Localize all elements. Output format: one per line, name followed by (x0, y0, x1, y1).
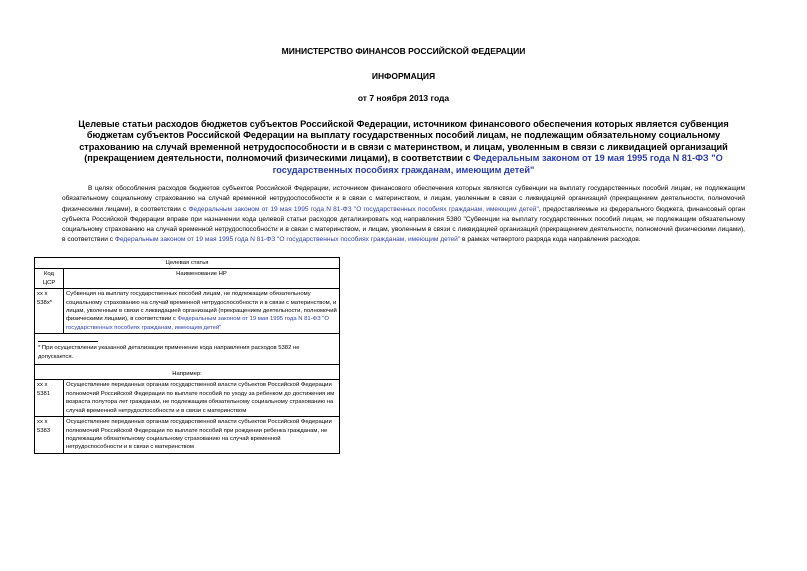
footnote-cell (35, 334, 340, 365)
table-caption-row (35, 258, 340, 269)
footnote-text: * При осуществлении указанной детализации применение кода направления расходов 5382 не допускается. (38, 345, 300, 360)
example-label: Например: (35, 365, 340, 380)
row-name: Осуществление переданных органам государственной власти субъектов Российской Федерации полномочий Российской Федерации по выплате пособий по уходу за ребенком до достижения им возраста полутора лет гражданам, не подлежащим обязательному социальному страхованию на случай временной нетрудоспособности и в связи с материнством (64, 380, 340, 417)
document-type: ИНФОРМАЦИЯ (371, 71, 436, 81)
row-code: хх х 538х* (35, 289, 64, 334)
body-paragraph (62, 184, 745, 246)
footnote-divider (38, 341, 98, 342)
footnote-row (35, 334, 340, 365)
table-row (35, 380, 340, 417)
document-title (62, 119, 745, 176)
federal-law-link-table[interactable]: Федеральным законом от 19 мая 1995 года N 81-ФЗ "О государственных пособиях гражданам, имеющим детей" (66, 316, 329, 331)
federal-law-link-2[interactable]: Федеральным законом от 19 мая 1995 года N 81-ФЗ "О государственных пособиях гражданам, имеющим детей" (114, 236, 461, 244)
table-row (35, 289, 340, 334)
table-caption: Целевая статья (35, 258, 340, 269)
table-row (35, 417, 340, 454)
title-text: Целевые статьи расходов бюджетов субъектов Российской Федерации, источником финансового обеспечения которых является субвенция бюджетам субъектов Российской Федерации на выплату государственных пособий лицам, не подлежащим обязательному социальному страхованию на случай временной нетрудоспособности и в связи с материнством, и лицам, уволенным в связи с ликвидацией организаций (прекращением деятельности, полномочий физическими лицами), в соответствии с (78, 119, 729, 164)
row-code: хх х 5381 (35, 380, 64, 417)
row-name: Осуществление переданных органам государственной власти субъектов Российской Федерации полномочий Российской Федерации по выплате пособий при рождении ребенка гражданам, не подлежащим обязательному социальному страхованию на случай временной нетрудоспособности и в связи с материнством (64, 417, 340, 454)
example-row (35, 365, 340, 380)
target-articles-table (34, 257, 340, 454)
row-name-text: Субвенция на выплату государственных пособий лицам, не подлежащим обязательному социальному страхованию на случай временной нетрудоспособности и в связи с материнством, и лицам, уволенным в связи с ликвидацией организаций (прекращением деятельности, полномочий физическими лицами), в соответствии с (66, 291, 337, 323)
column-header-name: Наименование НР (64, 269, 340, 289)
ministry-heading: МИНИСТЕРСТВО ФИНАНСОВ РОССИЙСКОЙ ФЕДЕРАЦИИ (281, 46, 526, 56)
paragraph-text-1: В целях обособления расходов бюджетов субъектов Российской Федерации, источником финансового обеспечения которых являются субвенции на выплату государственных пособий лицам, не подлежащим обязательному социальному страхованию на случай временной нетрудоспособности и в связи с материнством, и лицам, уволенным в связи с ликвидацией организаций (прекращением деятельности, полномочий физическими лицами), в соответствии с (62, 185, 745, 213)
document-date: от 7 ноября 2013 года (357, 93, 450, 103)
federal-law-link-title[interactable]: Федеральным законом от 19 мая 1995 года N 81-ФЗ "О государственных пособиях гражданам, имеющим детей" (272, 153, 723, 175)
paragraph-text-2: , предоставляемые из федерального бюджета, финансовый орган субъекта Российской Федерации вправе при назначении кода целевой статьи расходов детализировать код направления 5380 "Субвенции на выплату государственных пособий лицам, не подлежащим обязательному социальному страхованию на случай временной нетрудоспособности и в связи с материнством, и лицам, уволенным в связи с ликвидацией организаций (прекращением деятельности, полномочий физическими лицами), в соответствии с (62, 205, 745, 244)
paragraph-text-3: в рамках четвертого разряда кода направления расходов. (460, 236, 641, 244)
table-header-row (35, 269, 340, 289)
column-header-code: Код ЦСР (35, 269, 64, 289)
row-code: хх х 5383 (35, 417, 64, 454)
row-name (64, 289, 340, 334)
federal-law-link-1[interactable]: Федеральным законом от 19 мая 1995 года N 81-ФЗ "О государственных пособиях гражданам, имеющим детей" (188, 205, 539, 213)
